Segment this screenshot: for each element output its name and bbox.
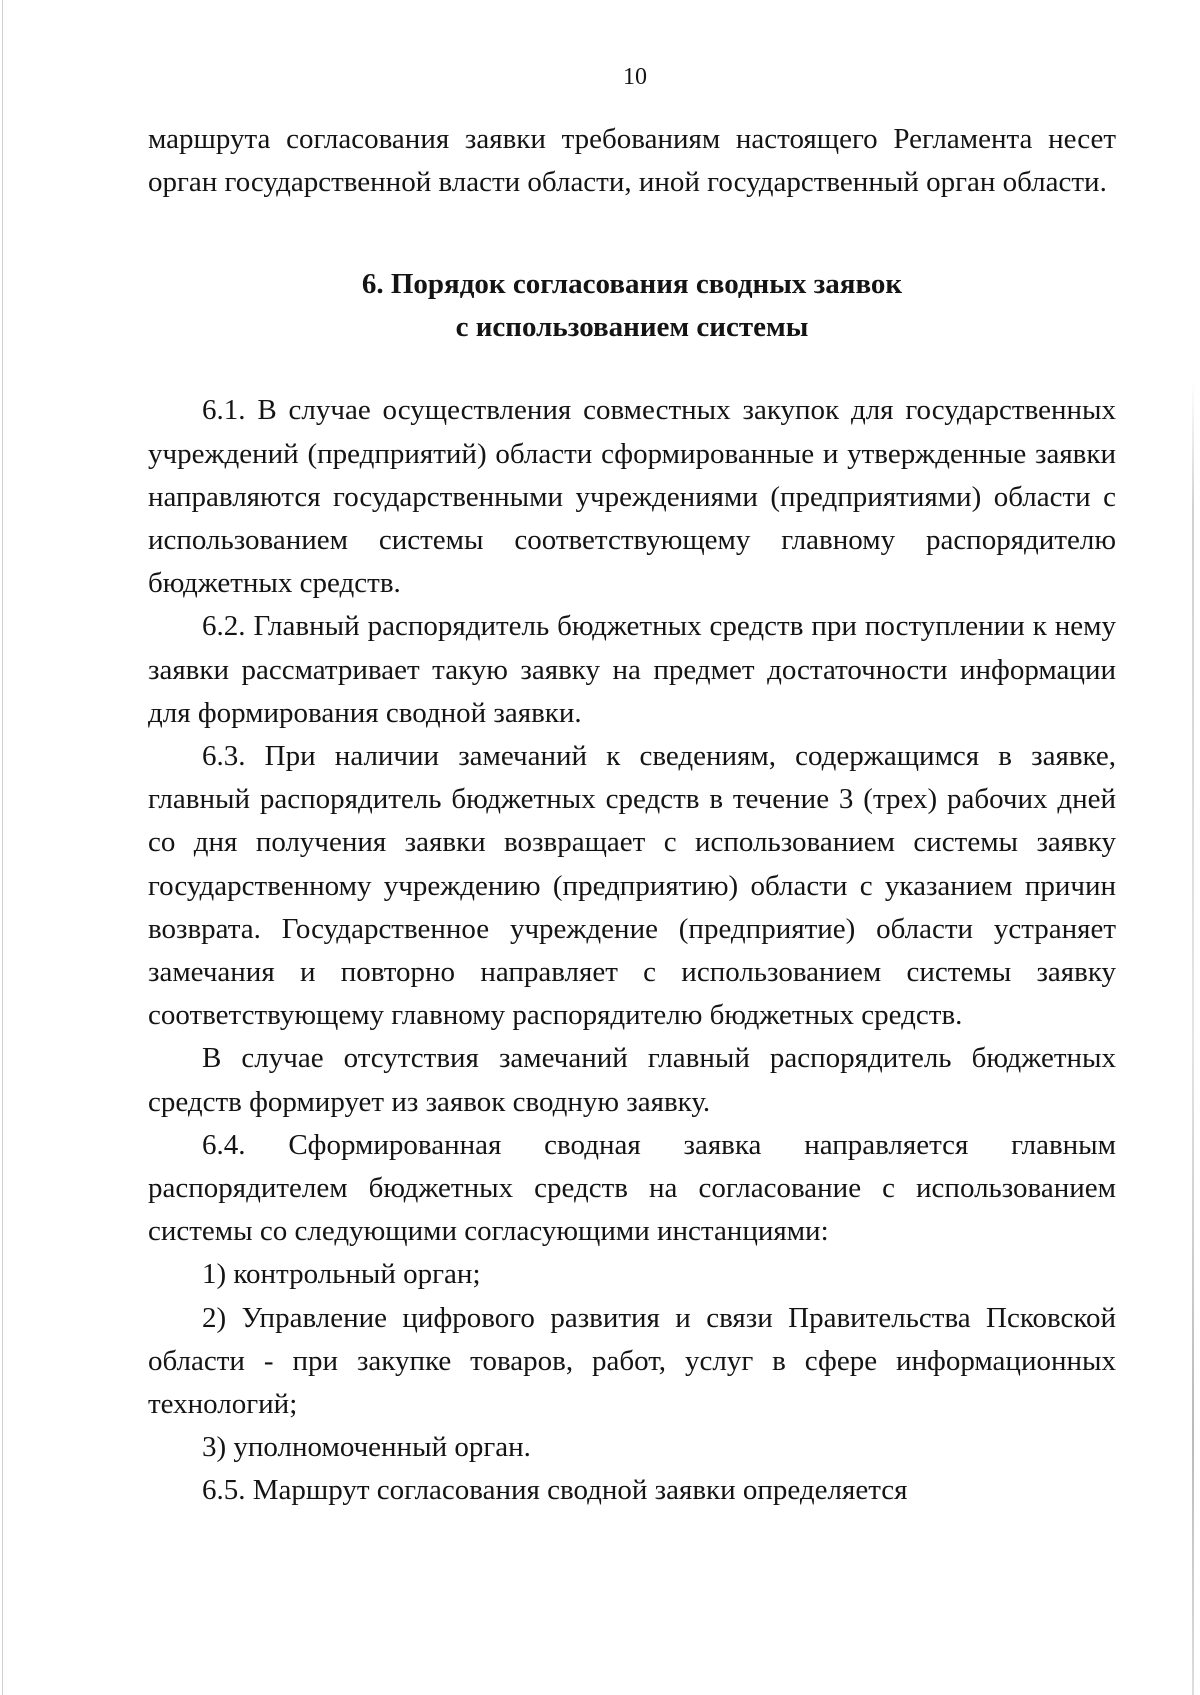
section-title-line-2: с использованием системы: [455, 311, 809, 344]
paragraph-6-1: 6.1. В случае осуществления совместных закупок для государственных учреждений (предприятий) области сформированные и утвержденные заявки направляются государственными учреждениями (предприятиями) области с использованием системы соответствующему главному распорядителю бюджетных средств.: [148, 394, 1116, 600]
paragraph-6-4: 6.4. Сформированная сводная заявка направляется главным распорядителем бюджетных средств на согласование с использованием системы со следующими согласующими инстанциями:: [148, 1128, 1116, 1248]
section-heading: [148, 263, 1116, 349]
document-body: [148, 118, 1116, 1513]
paragraph-6-3-continued: В случае отсутствия замечаний главный распорядитель бюджетных средств формирует из заявок сводную заявку.: [148, 1042, 1116, 1118]
scan-edge-left: [2, 0, 3, 1695]
paragraph-6-5: 6.5. Маршрут согласования сводной заявки определяется: [202, 1474, 908, 1507]
section-title-line-1: 6. Порядок согласования сводных заявок: [361, 268, 903, 301]
scan-edge-right: [1192, 380, 1194, 1695]
list-item-2: 2) Управление цифрового развития и связи Правительства Псковской области - при закупке товаров, работ, услуг в сфере информационных технологий;: [148, 1301, 1116, 1421]
list-item-1: 1) контрольный орган;: [202, 1258, 481, 1291]
paragraph-6-2: 6.2. Главный распорядитель бюджетных средств при поступлении к нему заявки рассматривает такую заявку на предмет достаточности информации для формирования сводной заявки.: [148, 610, 1116, 729]
page-number: 10: [623, 64, 647, 90]
paragraph-6-3: 6.3. При наличии замечаний к сведениям, содержащимся в заявке, главный распорядитель бюджетных средств в течение 3 (трех) рабочих дней со дня получения заявки возвращает с использованием системы заявку государственному учреждению (предприятию) области с указанием причин возврата. Государственное учреждение (предприятие) области устраняет замечания и повторно направляет с использованием системы заявку соответствующему главному распорядителю бюджетных средств.: [148, 740, 1116, 1032]
continuation-paragraph: маршрута согласования заявки требованиям настоящего Регламента несет орган государственной власти области, иной государственный орган области.: [148, 123, 1116, 199]
list-item-3: 3) уполномоченный орган.: [202, 1431, 531, 1464]
